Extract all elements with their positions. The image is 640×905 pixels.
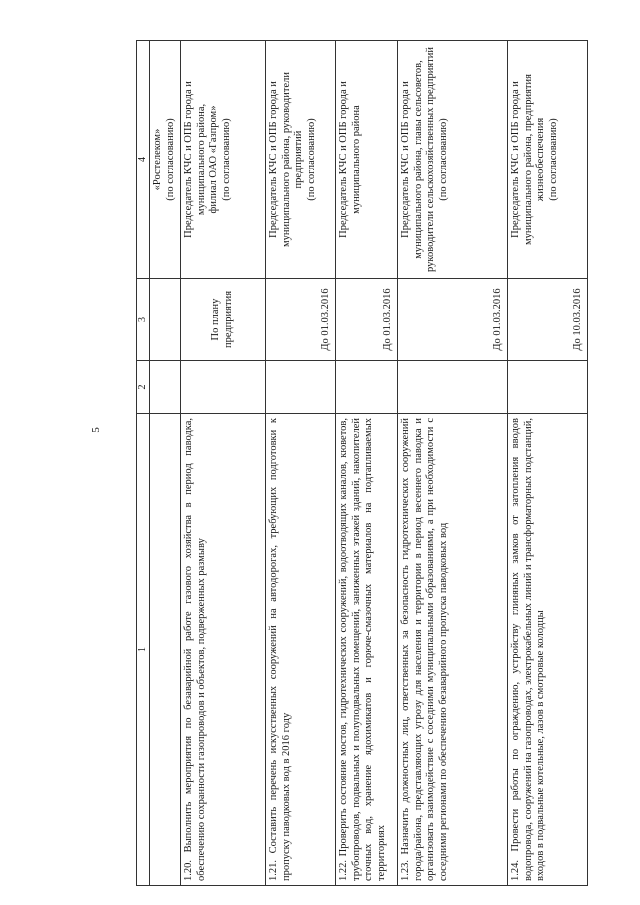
term-cell: По плану предприятия [180,279,265,361]
participant-cell [335,361,397,414]
continued-term-cell [150,279,181,361]
table-row [397,41,507,886]
responsible-cell [397,41,507,279]
task-cell: 1.21. Составить перечень искусственных сооружений на автодорогах, требующих подготовки к пропуску паводковых вод в 2016 году [265,414,335,886]
continued-org: «Ростелеком» [152,128,164,191]
task-cell: 1.24. Провести работы по ограждению, устройству глиняных замков от затопления вводов водопровода, сооружений на газопроводах, электрокабельных линий и трансформаторных подстанций, входов в подвальные котельные, лазов в смотровые колодцы [507,414,587,886]
header-row [137,41,150,886]
participant-cell [265,361,335,414]
responsible-cell [507,41,587,279]
responsible-line: Председатель КЧС и ОПБ города и муниципального района, главы сельсоветов, руководители сельскохозяйственных предприятий [399,47,437,272]
responsible-cell [335,41,397,279]
term-cell: До 01.03.2016 [335,279,397,361]
responsible-cell [265,41,335,279]
participant-cell [397,361,507,414]
responsible-line: Председатель КЧС и ОПБ города и муниципального района, руководители предприятий [267,72,305,247]
responsible-line: (по согласованию) [548,118,560,201]
continued-participant-cell [150,361,181,414]
table-row [265,41,335,886]
responsible-line: (по согласованию) [221,118,233,201]
responsible-line: Председатель КЧС и ОПБ города и муниципального района, предприятия жизнеобеспечения [509,74,547,245]
term-cell: До 01.03.2016 [265,279,335,361]
responsible-line: филиал ОАО «Газпром» [208,105,220,214]
participant-cell [180,361,265,414]
responsible-cell [180,41,265,279]
responsible-line: (по согласованию) [438,118,450,201]
task-cell: 1.23. Назначить должностных лиц, ответственных за безопасность гидротехнических сооружений города/района, представляющих угрозу для населения и территории в период весеннего паводка и организовать взаимодействие с соседними муниципальными образованиями, а при необходимости с соседними регионами по обеспечению безаварийного пропуска паводковых вод [397,414,507,886]
continued-row [150,41,181,886]
continued-responsible-cell [150,41,181,279]
rotated-table-container [136,41,583,886]
participant-cell [507,361,587,414]
table-row [180,41,265,886]
continued-task-cell [150,414,181,886]
header-cell-2: 2 [137,361,150,414]
continued-note: (по согласованию) [164,118,176,201]
measures-table [136,40,588,886]
responsible-line: (по согласованию) [306,118,318,201]
header-cell-4: 4 [137,41,150,279]
term-cell: До 01.03.2016 [397,279,507,361]
task-cell: 1.22. Проверить состояние мостов, гидротехнических сооружений, водоотводящих каналов, кюветов, трубопроводов, подвальных и полуподвальных помещений, заниженных этажей зданий, накопителей сточных вод, хранение ядохимикатов и горюче-смазочных материалов на подтапливаемых территориях [335,414,397,886]
responsible-line: Председатель КЧС и ОПБ города и муниципального района, [182,81,207,238]
table-row [507,41,587,886]
header-cell-1: 1 [137,414,150,886]
task-cell: 1.20. Выполнить мероприятия по безаварийной работе газового хозяйства в период паводка, обеспечению сохранности газопроводов и объектов, подверженных размыву [180,414,265,886]
term-cell: До 10.03.2016 [507,279,587,361]
header-cell-3: 3 [137,279,150,361]
responsible-line: Председатель КЧС и ОПБ города и муниципального района [337,81,362,238]
page-number: 5 [89,427,102,433]
table-row [335,41,397,886]
